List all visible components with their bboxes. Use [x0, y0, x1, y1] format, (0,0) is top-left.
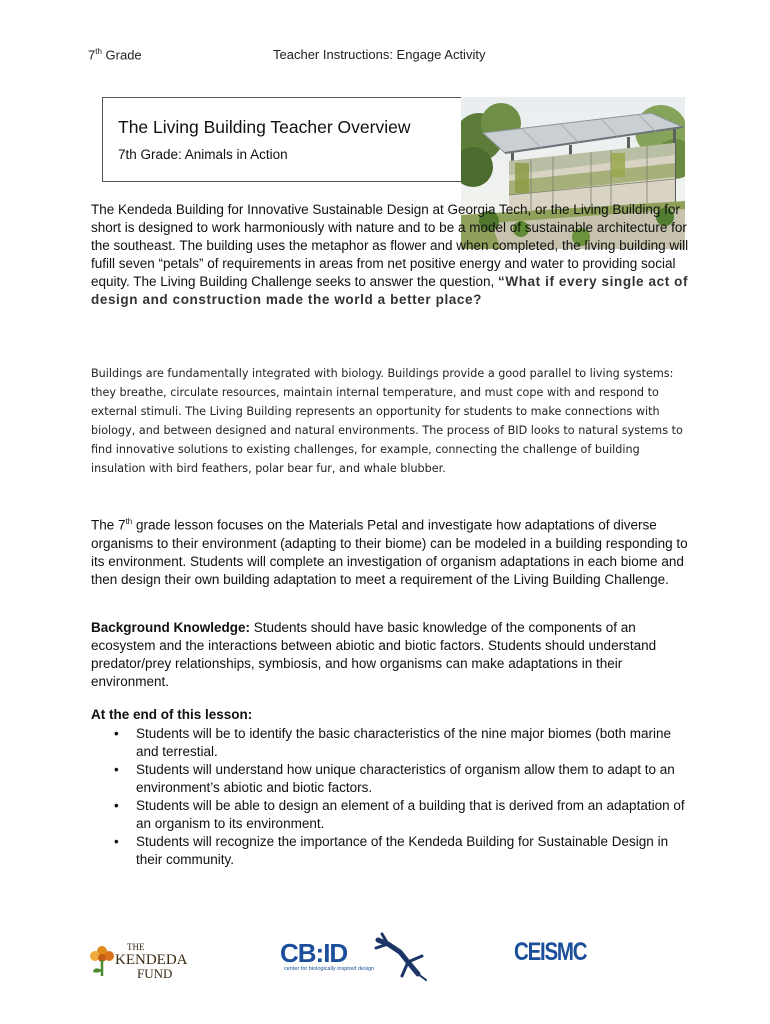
overview-box: [102, 97, 465, 182]
background-paragraph: [91, 619, 691, 691]
header-grade-number: 7: [88, 47, 96, 63]
objective-item: • Students will recognize the importance of the Kendeda Building for Sustainable Design in their community.: [91, 833, 691, 869]
kendeda-fund-logo: [89, 940, 188, 981]
intro-paragraph: [91, 201, 691, 309]
lesson-sup: th: [125, 517, 133, 526]
kendeda-flower-icon: [89, 942, 115, 978]
ceismc-wordmark: CEISMC: [514, 938, 587, 966]
header-grade-suffix: th: [95, 47, 102, 56]
cbid-logo: [280, 932, 430, 982]
objective-item: • Students will understand how unique characteristics of organism allow them to adapt to an environment’s abiotic and biotic factors.: [91, 761, 691, 797]
bid-paragraph: Buildings are fundamentally integrated with biology. Buildings provide a good parallel to living systems: they breathe, circulate resources, maintain internal temperature, and must cope with and respond to external stimuli. The Living Building represents an opportunity for students to make connections with biology, and between designed and natural environments. The process of BID looks to natural systems to find innovative solutions to existing challenges, for example, connecting the challenge of building insulation with bird feathers, polar bear fur, and whale blubber.: [91, 367, 683, 475]
lesson-post: grade lesson focuses on the Materials Petal and investigate how adaptations of diverse organisms to their environment (adapting to their biome) can be modeled in a building responding to its environment. Students will complete an investigation of organism adaptations in each biome and then design their own building adaptation to meet a requirement of the Living Building Challenge.: [91, 517, 688, 587]
header-doc-title: Teacher Instructions: Engage Activity: [273, 47, 486, 62]
intro-text: The Kendeda Building for Innovative Sustainable Design at Georgia Tech, or the Living Building for short is designed to work harmoniously with nature and to be a model of sustainable architecture for the southeast. The building uses the metaphor as flower and when completed, the living building will fufill seven “petals” of requirements in areas from net positive energy and water to providing social equity. The Living Building Challenge seeks to answer the question,: [91, 202, 689, 289]
overview-title: The Living Building Teacher Overview: [118, 117, 411, 137]
objectives-list: [91, 725, 691, 869]
kendeda-line3: FUND: [137, 966, 173, 981]
gecko-icon: [372, 932, 428, 982]
overview-subtitle: 7th Grade: Animals in Action: [118, 147, 288, 162]
header-grade-word: Grade: [105, 47, 142, 63]
objective-item: • Students will be able to design an element of a building that is derived from an adaptation of an organism to its environment.: [91, 797, 691, 833]
kendeda-line1: THE: [127, 942, 145, 952]
ceismc-logo: [514, 934, 600, 976]
header-grade: [88, 47, 142, 62]
objective-item: • Students will be to identify the basic characteristics of the nine major biomes (both marine and terrestial.: [91, 725, 691, 761]
background-label: Background Knowledge:: [91, 620, 251, 635]
cbid-tagline: center for biologically inspired design: [284, 966, 375, 972]
lesson-pre: The 7: [91, 517, 126, 533]
kendeda-line2: KENDEDA: [115, 952, 188, 968]
background-text: Students should have basic knowledge of the components of an ecosystem and the interactions between abiotic and biotic factors. Students should understand predator/prey relationships, symbiosis, and how organisms can make adaptations in their environment.: [91, 620, 657, 689]
intro-question: “What if every single act of design and construction made the world a better place?: [91, 274, 689, 307]
cbid-wordmark: CB:ID: [280, 938, 348, 968]
lesson-paragraph: [91, 513, 691, 589]
end-of-lesson-heading: At the end of this lesson:: [91, 707, 253, 722]
kendeda-wordmark: [115, 942, 188, 979]
